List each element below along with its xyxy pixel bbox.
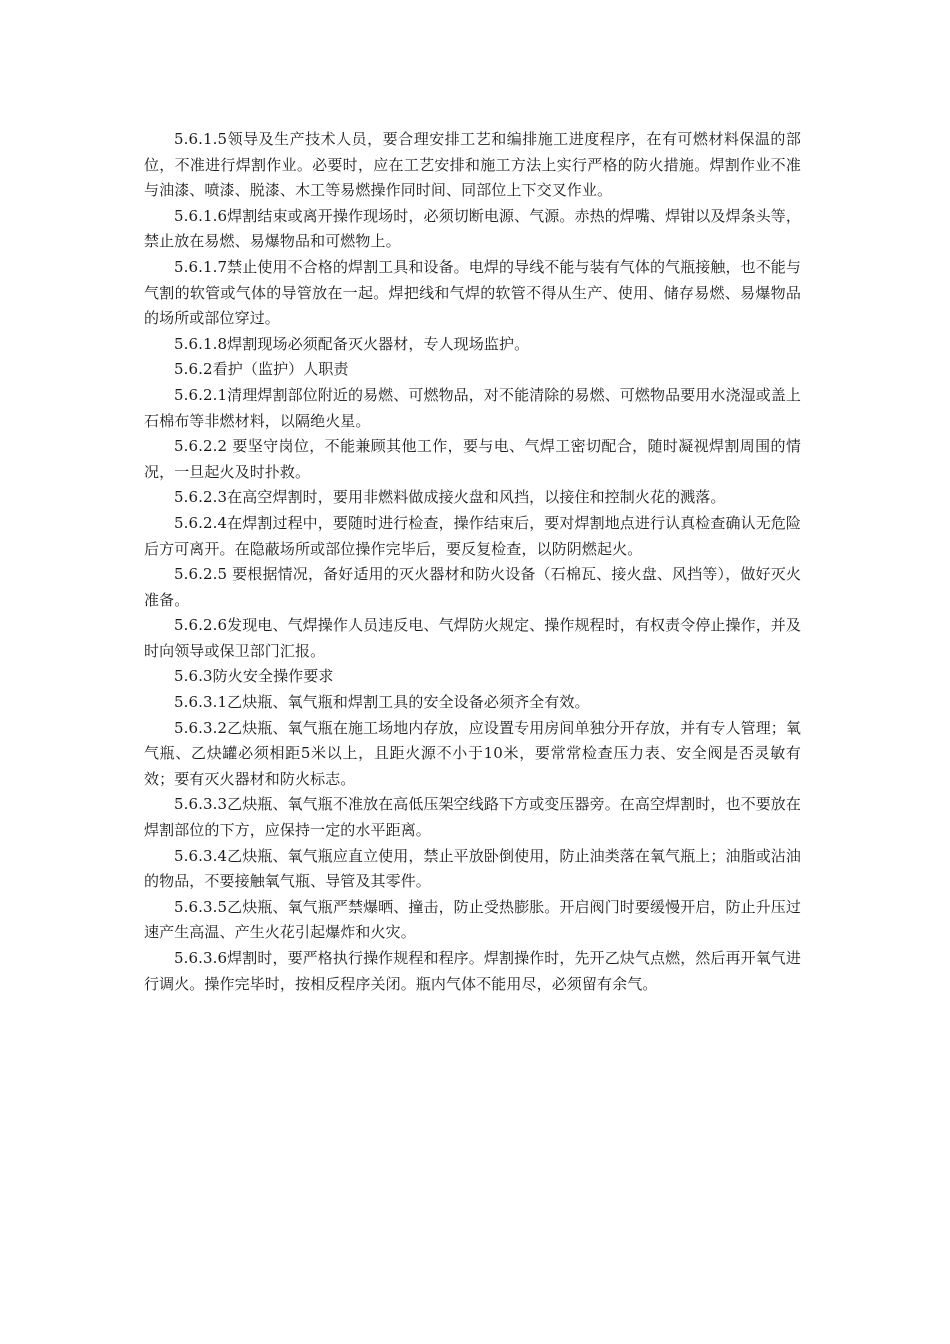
section-heading-5-6-2: 5.6.2看护（监护）人职责 <box>174 360 349 379</box>
paragraph-5-6-2-4: 5.6.2.4在焊割过程中，要随时进行检查，操作结束后，要对焊割地点进行认真检查确认无危险后方可离开。在隐蔽场所或部位操作完毕后，要反复检查，以防阴燃起火。 <box>144 513 801 558</box>
paragraph-5-6-3-2: 5.6.3.2乙炔瓶、氧气瓶在施工场地内存放，应设置专用房间单独分开存放，并有专人管理；氧气瓶、乙炔罐必须相距5米以上，且距火源不小于10米，要常常检查压力表、安全阀是否灵敏有效；要有灭火器材和防火标志。 <box>144 718 801 788</box>
paragraph-5-6-1-7: 5.6.1.7禁止使用不合格的焊割工具和设备。电焊的导线不能与装有气体的气瓶接触，也不能与气割的软管或气体的导管放在一起。焊把线和气焊的软管不得从生产、使用、储存易燃、易爆物品的场所或部位穿过。 <box>144 257 801 328</box>
paragraph-5-6-2-3: 5.6.2.3在高空焊割时，要用非燃料做成接火盘和风挡，以接住和控制火花的溅落。 <box>174 488 726 507</box>
paragraph-5-6-3-1: 5.6.3.1乙炔瓶、氧气瓶和焊割工具的安全设备必须齐全有效。 <box>174 693 590 712</box>
section-heading-5-6-3: 5.6.3防火安全操作要求 <box>174 667 334 686</box>
paragraph-5-6-1-5: 5.6.1.5领导及生产技术人员，要合理安排工艺和编排施工进度程序，在有可燃材料保温的部位，不准进行焊割作业。必要时，应在工艺安排和施工方法上实行严格的防火措施。焊割作业不准与油漆、喷漆、脱漆、木工等易燃操作同时间、同部位上下交叉作业。 <box>144 130 801 200</box>
paragraph-5-6-3-3: 5.6.3.3乙炔瓶、氧气瓶不准放在高低压架空线路下方或变压器旁。在高空焊割时，也不要放在焊割部位的下方，应保持一定的水平距离。 <box>144 795 801 840</box>
paragraph-5-6-2-1: 5.6.2.1清理焊割部位附近的易燃、可燃物品，对不能清除的易燃、可燃物品要用水浇湿或盖上石棉布等非燃材料，以隔绝火星。 <box>144 385 801 430</box>
paragraph-5-6-3-5: 5.6.3.5乙炔瓶、氧气瓶严禁爆晒、撞击，防止受热膨胀。开启阀门时要缓慢开启，防止升压过速产生高温、产生火花引起爆炸和火灾。 <box>144 897 801 942</box>
paragraph-5-6-3-6: 5.6.3.6焊割时，要严格执行操作规程和程序。焊割操作时，先开乙炔气点燃，然后再开氧气进行调火。操作完毕时，按相反程序关闭。瓶内气体不能用尽，必须留有余气。 <box>144 949 801 993</box>
paragraph-5-6-2-2: 5.6.2.2 要坚守岗位，不能兼顾其他工作，要与电、气焊工密切配合，随时凝视焊割周围的情况，一旦起火及时扑救。 <box>144 437 801 481</box>
paragraph-5-6-2-5: 5.6.2.5 要根据情况，备好适用的灭火器材和防火设备（石棉瓦、接火盘、风挡等），做好灭火准备。 <box>144 565 801 609</box>
paragraph-5-6-3-4: 5.6.3.4乙炔瓶、氧气瓶应直立使用，禁止平放卧倒使用，防止油类落在氧气瓶上；油脂或沾油的物品，不要接触氧气瓶、导管及其零件。 <box>144 846 801 891</box>
document-body <box>144 127 801 997</box>
paragraph-5-6-1-8: 5.6.1.8焊割现场必须配备灭火器材，专人现场监护。 <box>174 334 530 353</box>
paragraph-5-6-1-6: 5.6.1.6焊割结束或离开操作现场时，必须切断电源、气源。赤热的焊嘴、焊钳以及焊条头等，禁止放在易燃、易爆物品和可燃物上。 <box>144 206 801 251</box>
paragraph-5-6-2-6: 5.6.2.6发现电、气焊操作人员违反电、气焊防火规定、操作规程时，有权责令停止操作，并及时向领导或保卫部门汇报。 <box>144 616 801 660</box>
